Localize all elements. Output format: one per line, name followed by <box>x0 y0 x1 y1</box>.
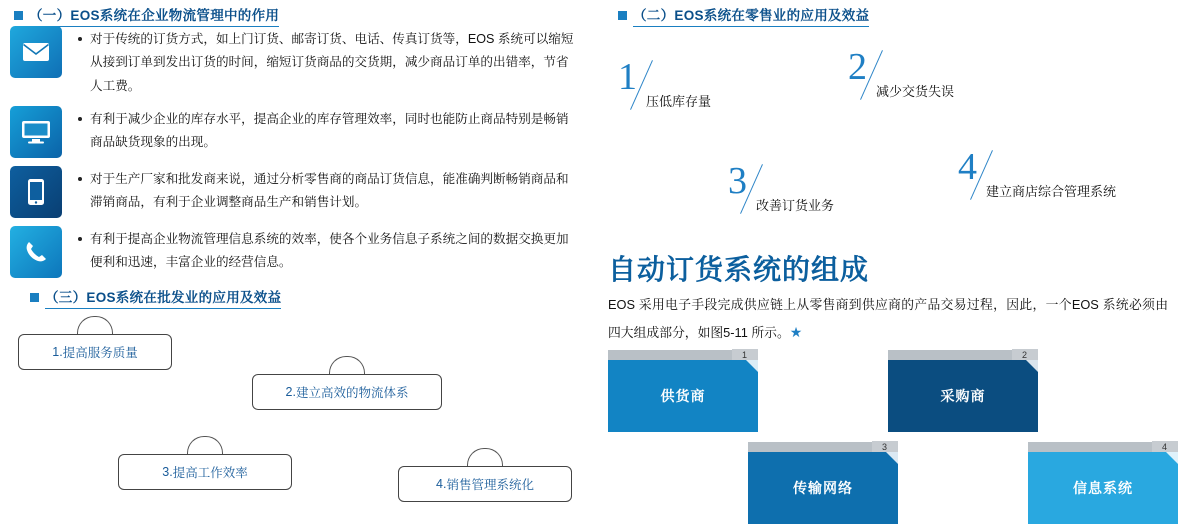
tag-number: 2. <box>285 385 296 399</box>
tag-number: 1. <box>52 345 63 359</box>
numbered-item-3 <box>728 162 834 216</box>
numbered-item-1-label: 压低库存量 <box>646 94 712 109</box>
box-corner-fold-icon <box>746 360 758 372</box>
list-item-text: 有利于减少企业的库存水平，提高企业的库存管理效率，同时也能防止商品特别是畅销商品缺货现象的出现。 <box>76 106 580 155</box>
tag-number: 3. <box>162 465 173 479</box>
list-item-text: 对于生产厂家和批发商来说，通过分析零售商的商品订货信息，能准确判断畅销商品和滞销商品，有利于企业调整商品生产和销售计划。 <box>76 166 580 215</box>
square-bullet-icon <box>30 293 39 302</box>
list-item-text: 有利于提高企业物流管理信息系统的效率，使各个业务信息子系统之间的数据交换更加便利和迅速，丰富企业的经营信息。 <box>76 226 580 275</box>
star-icon: ★ <box>789 323 803 340</box>
list-item <box>10 26 580 98</box>
section-heading-3 <box>30 286 281 309</box>
numbered-item-1-digit: 1 <box>618 56 637 99</box>
tag-plate <box>398 466 572 502</box>
section-heading-2 <box>618 4 869 27</box>
hanging-tag <box>18 316 170 372</box>
square-bullet-icon <box>14 11 23 20</box>
box-index-badge: 1 <box>732 349 758 360</box>
tag-plate <box>118 454 292 490</box>
tag-label: 提高服务质量 <box>62 346 138 360</box>
smartphone-icon <box>10 166 62 218</box>
diagram-box-label: 传输网络 <box>793 480 853 496</box>
box-index-badge: 3 <box>872 441 898 452</box>
diagram-box-label: 信息系统 <box>1073 480 1133 496</box>
hanging-tag <box>398 448 570 504</box>
numbered-item-1 <box>618 58 711 112</box>
diagram-box-supplier <box>608 349 758 432</box>
diagram-box-information-system <box>1028 441 1178 524</box>
hanging-tag <box>118 436 290 492</box>
list-item-text: 对于传统的订货方式，如上门订货、邮寄订货、电话、传真订货等，EOS 系统可以缩短从接到订单到发出订货的时间，缩短订货商品的交货期，减少商品订单的出错率，节省人工费。 <box>76 26 580 98</box>
tag-label: 提高工作效率 <box>172 466 248 480</box>
diagram-box-buyer <box>888 349 1038 432</box>
left-icon-list <box>10 26 580 286</box>
monitor-icon-svg <box>21 120 51 144</box>
page-title: 自动订货系统的组成 <box>608 254 870 285</box>
numbered-item-4 <box>958 148 1116 202</box>
right-column <box>590 0 1200 500</box>
list-item <box>10 166 580 218</box>
numbered-item-2-label: 减少交货失误 <box>876 84 955 99</box>
numbered-item-2-digit: 2 <box>848 46 867 89</box>
section-heading-1-label: （一）EOS系统在企业物流管理中的作用 <box>29 4 279 27</box>
box-corner-fold-icon <box>1026 360 1038 372</box>
smartphone-icon-svg <box>27 178 45 206</box>
numbered-item-3-label: 改善订货业务 <box>756 198 835 213</box>
telephone-icon-svg <box>23 239 49 265</box>
numbered-item-4-digit: 4 <box>958 146 977 189</box>
left-column <box>0 0 590 500</box>
diagram-box-network <box>748 441 898 524</box>
tag-label: 建立高效的物流体系 <box>295 386 409 400</box>
box-index-badge: 4 <box>1152 441 1178 452</box>
tag-plate <box>252 374 442 410</box>
body-paragraph <box>608 292 1168 346</box>
numbered-item-2 <box>848 48 954 102</box>
diagram-box-label: 供货商 <box>660 388 706 404</box>
list-item <box>10 106 580 158</box>
diagram-box-label: 采购商 <box>940 388 986 404</box>
numbered-item-3-digit: 3 <box>728 160 747 203</box>
section-heading-2-label: （二）EOS系统在零售业的应用及效益 <box>633 4 869 27</box>
box-index-badge: 2 <box>1012 349 1038 360</box>
list-item <box>10 226 580 278</box>
section-heading-3-label: （三）EOS系统在批发业的应用及效益 <box>45 286 281 309</box>
section-heading-1 <box>14 4 279 27</box>
box-corner-fold-icon <box>886 452 898 464</box>
monitor-icon <box>10 106 62 158</box>
square-bullet-icon <box>618 11 627 20</box>
envelope-icon <box>10 26 62 78</box>
envelope-icon-svg <box>22 42 50 62</box>
tag-number: 4. <box>436 477 447 491</box>
box-corner-fold-icon <box>1166 452 1178 464</box>
numbered-item-4-label: 建立商店综合管理系统 <box>986 184 1117 199</box>
telephone-icon <box>10 226 62 278</box>
tag-plate <box>18 334 172 370</box>
body-paragraph-text: EOS 采用电子手段完成供应链上从零售商到供应商的产品交易过程，因此，一个EOS 系统必须由四大组成部分，如图5-11 所示。 <box>608 297 1168 340</box>
hanging-tag <box>252 356 440 412</box>
tag-label: 销售管理系统化 <box>446 478 534 492</box>
